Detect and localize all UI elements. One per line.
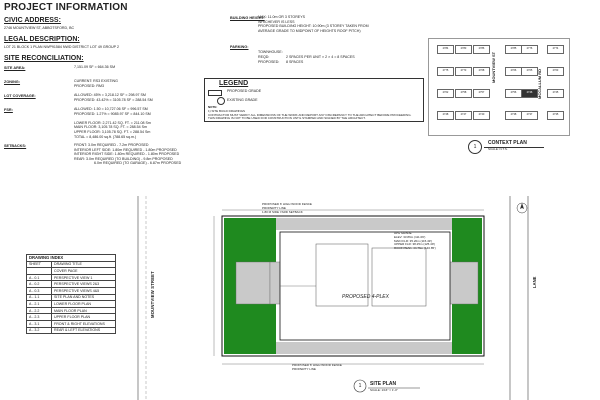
drawing-index-row (27, 294, 116, 301)
context-lot: 2735 (547, 111, 564, 120)
parking-reqd-value: 2 SPACES PER UNIT × 2 × 4 = 8 SPACES (286, 55, 355, 59)
legend-box (204, 78, 424, 122)
site-plan-scale: SCALE: 1/16" = 1'-0" (370, 388, 398, 392)
context-lot: 2775 (437, 67, 454, 76)
sheet-number: A - 2.1 (27, 301, 52, 308)
street-right-label: LANE (532, 276, 537, 288)
context-lot: 2740 (473, 111, 490, 120)
drawing-index-row (27, 320, 116, 327)
drawing-title: SITE PLAN AND NOTES (52, 294, 116, 301)
context-lot: 2737 (521, 111, 538, 120)
site-notes-top: PROPOSED 6' HIGH WOOD FENCE PROPERTY LINE 1.80 M SIDE YARD SETBACK (262, 202, 312, 214)
drawing-title: COVER PAGE (52, 268, 116, 275)
context-lot: 2784 (437, 45, 454, 54)
zoning-label: ZONING: (4, 80, 21, 84)
drawing-index-row (27, 327, 116, 334)
coverage-lines: ALLOWED: 45% = 3,218.12 SF = 298.97 SM PROPOSED: 43.42% = 3105.78 SF = 288.54 SM (74, 93, 153, 102)
parking-proposed-value: 8 SPACES (286, 60, 304, 64)
building-label: PROPOSED 4-PLEX (342, 294, 389, 300)
context-lot: 2783 (455, 45, 472, 54)
context-lot: 2768 (473, 67, 490, 76)
drawing-index-row (27, 307, 116, 314)
site-notes-bottom: PROPOSED 6' HIGH WOOD FENCE PROPERTY LINE (292, 363, 342, 371)
site-area-label: SITE AREA: (4, 66, 26, 70)
drawing-title: PERSPECTIVE VIEW 1 (52, 274, 116, 281)
drawing-title: PERSPECTIVE VIEWS 4&5 (52, 287, 116, 294)
building-height-lines: MAX: 11.0m OR 3 STOREYS WHICHEVER IS LESS PROPOSED BUILDING HEIGHT: 10.90m (3 STOREY TAKEN FROM AVERAGE GRADE TO MIDPOINT OF HEIGHTS ROOF PITCH) (258, 15, 369, 33)
drawing-index-title: DRAWING INDEX (27, 255, 116, 262)
index-header-title: DRAWING TITLE (52, 261, 116, 268)
drawing-index-row (27, 301, 116, 308)
setbacks-label: SETBACKS: (4, 144, 27, 148)
context-lots (429, 39, 569, 135)
context-lot: 2785 (505, 45, 522, 54)
legal-value: LOT 21 BLOCK 1 PLAN NWP91584 NWD DISTRICT LOT 49 GROUP 2 (4, 45, 119, 49)
context-plan-scale: SCALE: N.T.S. (488, 147, 508, 151)
grade-note: AVG GRADE ELEV: 33.86m (111.09') MAIN FLR: 35.20m (115.49') UPPER FLR: 38.25m (125.49') ROOF PEAK: 44.76m (146.85') (394, 231, 436, 251)
zoning-lines: CURRENT: RS3 EXISTING PROPOSED: RM3 (74, 79, 118, 88)
context-lot: 2776 (521, 45, 538, 54)
proposed-grade-symbol (208, 90, 222, 96)
drawing-title: REAR & LEFT ELEVATIONS (52, 327, 116, 334)
parking-label: PARKING: (230, 45, 249, 49)
drawing-index (26, 254, 116, 334)
legend-title: LEGEND (219, 80, 249, 87)
drawing-index-row (27, 314, 116, 321)
sheet-number: A - 2.3 (27, 314, 52, 321)
proposed-grade-label: PROPOSED GRADE (227, 89, 262, 93)
walkway-top (276, 218, 452, 230)
context-lot: 2745 (547, 89, 564, 98)
site-reconciliation-heading: SITE RECONCILIATION: (4, 55, 84, 62)
sheet-number (27, 268, 52, 275)
walkway-bottom (276, 342, 452, 354)
drawing-index-rows (27, 268, 116, 334)
sheet-number: A - 0.1 (27, 274, 52, 281)
drawing-title: FRONT & RIGHT ELEVATIONS (52, 320, 116, 327)
drawing-title: PERSPECTIVE VIEWS 2&3 (52, 281, 116, 288)
civic-value: 2746 MOUNTVIEW ST, ABBOTSFORD, BC (4, 26, 75, 30)
context-lot: 2765 (521, 67, 538, 76)
context-plan-title: CONTEXT PLAN (488, 140, 527, 146)
drawing-index-row (27, 274, 116, 281)
driveway-front (236, 262, 270, 304)
existing-grade-label: EXISTING GRADE (227, 98, 258, 102)
street-left-label: MOUNTVIEW STREET (150, 271, 155, 318)
legal-heading: LEGAL DESCRIPTION: (4, 36, 80, 43)
street-mccallum-label: MCCALLUM RD (537, 69, 542, 99)
sheet-number: A - 3.1 (27, 320, 52, 327)
context-lot: 2762 (437, 89, 454, 98)
parking-reqd-label: REQD: (258, 55, 270, 59)
site-area-value: 7,151.09 SF = 664.36 SM (74, 65, 116, 69)
parking-type: TOWNHOUSE: (258, 50, 283, 54)
context-lot: 2738 (505, 111, 522, 120)
sheet-number: A - 0.3 (27, 287, 52, 294)
context-plan-marker: 1 (468, 140, 482, 154)
existing-grade-symbol (217, 97, 225, 105)
drawing-index-row (27, 281, 116, 288)
page-title: PROJECT INFORMATION (4, 2, 128, 13)
context-lot: 2786 (473, 45, 490, 54)
setbacks-lines: FRONT: 3.0m REQUIRED - 7.2m PROPOSED INTERIOR LEFT SIDE: 1.80m REQUIRED - 1.80m PROPOSED INTERIOR RIGHT SIDE: 1.80m REQUIRED - 1.80m PROPOSED REAR: 3.0m REQUIRED (TO BUILDING) - 9.8m PROPOSED 6.0m REQUIRED (TO GARAGE) - 6.87m PROPOSED (74, 143, 182, 166)
civic-heading: CIVIC ADDRESS: (4, 17, 61, 24)
fsr-lines: ALLOWED: 1.50 = 10,727.06 SF = 996.57 SM PROPOSED: 1.27% = 9085.97 SF = 844.10 SM LOWER FLOOR: 2,271.42 SQ. FT. = 211.08 Sm MAIN FLOOR: 3,105.78 SQ. FT. = 288.54 Sm UPPER FLOOR: 3,105.78 SQ. FT. = 288.54 Sm TOTAL = 8,486.00 sq.ft. (788.65 sq.m.) (74, 107, 151, 139)
drawing-index-row (27, 287, 116, 294)
legend-note: NOTE: 1) SITE BUILD DRAWINGS CONTRACTOR MUST VERIFY ALL DIMENSIONS OF THE WORK AND REPORT ANY DISCREPANCY TO THE ARCHITECT BEFORE PROCEEDING. THIS DRAWING IS NOT TO BE USED FOR CONSTRUCTION UNTIL STAMPED AND SIGNED BY THE ARCHITECT. (208, 105, 412, 121)
sheet-number: A - 1.1 (27, 294, 52, 301)
drawing-title: LOWER FLOOR PLAN (52, 301, 116, 308)
context-lot: 2748 (437, 111, 454, 120)
context-lot: 2773 (455, 67, 472, 76)
context-lot: 2757 (473, 89, 490, 98)
building-height-label: BUILDING HEIGHT: (230, 16, 265, 20)
index-header-sheet: SHEET (27, 261, 52, 268)
drawing-title: UPPER FLOOR PLAN (52, 314, 116, 321)
context-lot: 2766 (505, 67, 522, 76)
context-lot: 2763 (547, 67, 564, 76)
fsr-label: FSR: (4, 108, 13, 112)
sheet-number: A - 2.2 (27, 307, 52, 314)
drawing-index-row (27, 268, 116, 275)
context-lot: 2746 (521, 89, 538, 98)
context-lot: 2758 (455, 89, 472, 98)
parking-proposed-label: PROPOSED: (258, 60, 280, 64)
site-plan-number: 1 (358, 383, 362, 389)
sheet-number: A - 3.2 (27, 327, 52, 334)
street-mountview-label: MOUNTVIEW ST (491, 51, 496, 83)
context-lot: 2774 (547, 45, 564, 54)
site-plan-title: SITE PLAN (370, 381, 397, 387)
drawing-title: MAIN FLOOR PLAN (52, 307, 116, 314)
context-map (428, 38, 570, 136)
context-lot: 2747 (455, 111, 472, 120)
coverage-label: LOT COVERAGE: (4, 94, 36, 98)
context-lot: 2756 (505, 89, 522, 98)
sheet-number: A - 0.2 (27, 281, 52, 288)
